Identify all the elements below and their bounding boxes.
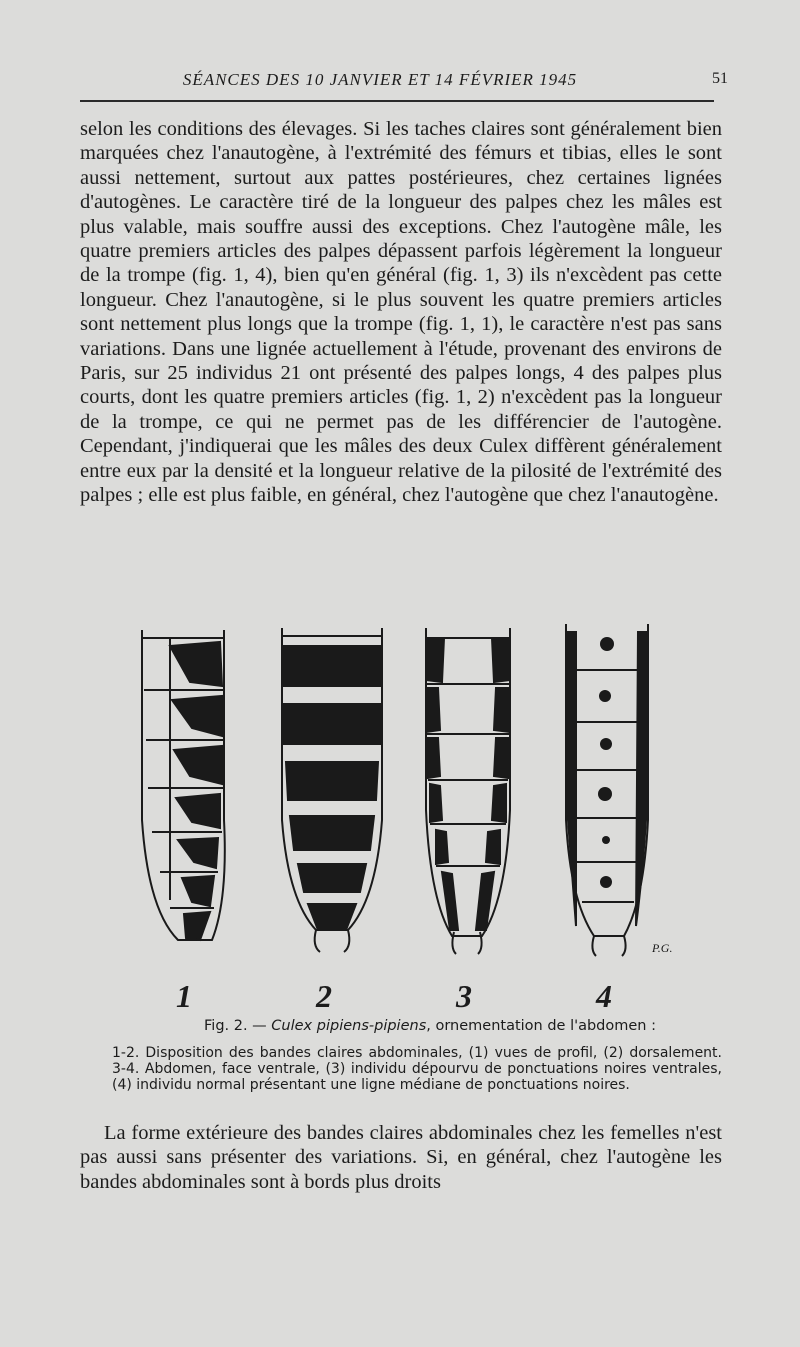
figure-caption-title	[150, 1018, 710, 1034]
paragraph-2: La forme extérieure des bandes claires abdominales chez les femelles n'est pas aussi sans présenter des variations. Si, en général, chez l'autogène les bandes abdominales sont à bords plus droits	[80, 1122, 722, 1193]
figure-number-1: 1	[176, 978, 192, 1014]
figure-number-4: 4	[596, 978, 612, 1014]
abdomen-1-drawing	[142, 630, 225, 940]
running-head	[80, 70, 728, 96]
caption-title-rest: , ornementation de l'abdomen :	[426, 1018, 656, 1034]
caption-label: Fig. 2. —	[204, 1018, 267, 1034]
illustrator-signature: P.G.	[652, 941, 673, 955]
running-title: SÉANCES DES 10 JANVIER ET 14 FÉVRIER 1945	[182, 70, 578, 89]
header-rule	[80, 100, 714, 102]
abdomen-4-drawing	[566, 624, 648, 956]
paragraph-1: selon les conditions des élevages. Si les taches claires sont généralement bien marquées chez l'anautogène, à l'extrémité des fémurs et tibias, elles le sont aussi nettement, surtout aux pattes postérieures, chez certaines lignées d'autogènes. Le caractère tiré de la longueur des palpes chez les mâles est plus valable, mais souffre aussi des exceptions. Chez l'autogène mâle, les quatre premiers articles des palpes dépassent parfois légèrement la longueur de la trompe (fig. 1, 4), bien qu'en général (fig. 1, 3) ils n'excèdent pas cette longueur. Chez l'anautogène, si le plus souvent les quatre premiers articles sont nettement plus longs que la trompe (fig. 1, 1), le caractère n'est pas sans variations. Dans une lignée actuellement à l'étude, provenant des environs de Paris, sur 25 individus 21 ont présenté des palpes longs, 4 des palpes plus courts, dont les quatre premiers articles (fig. 1, 2) n'excèdent pas la longueur de la trompe, ce qui ne permet pas de les différencier de l'autogène. Cependant, j'indiquerai que les mâles des deux Culex diffèrent généralement entre eux par la densité et la longueur relative de la pilosité de l'extrémité des palpes ; elle est plus faible, en général, chez l'autogène que chez l'anautogène.	[80, 118, 722, 507]
figure-number-3: 3	[456, 978, 472, 1014]
abdomen-3-drawing	[426, 628, 510, 954]
caption-species: Culex pipiens-pipiens	[271, 1018, 427, 1034]
page-number: 51	[712, 70, 728, 87]
figure-caption-body: 1-2. Disposition des bandes claires abdominales, (1) vues de profil, (2) dorsalement. 3-4. Abdomen, face ventrale, (3) individu dépourvu de ponctuations noires ventrales, (4) individu normal présentant une ligne médiane de ponctuations noires.	[112, 1045, 722, 1093]
abdomen-figure	[120, 610, 720, 1030]
figure-number-2: 2	[316, 978, 332, 1014]
abdomen-illustration	[120, 610, 720, 970]
abdomen-2-drawing	[282, 628, 382, 952]
